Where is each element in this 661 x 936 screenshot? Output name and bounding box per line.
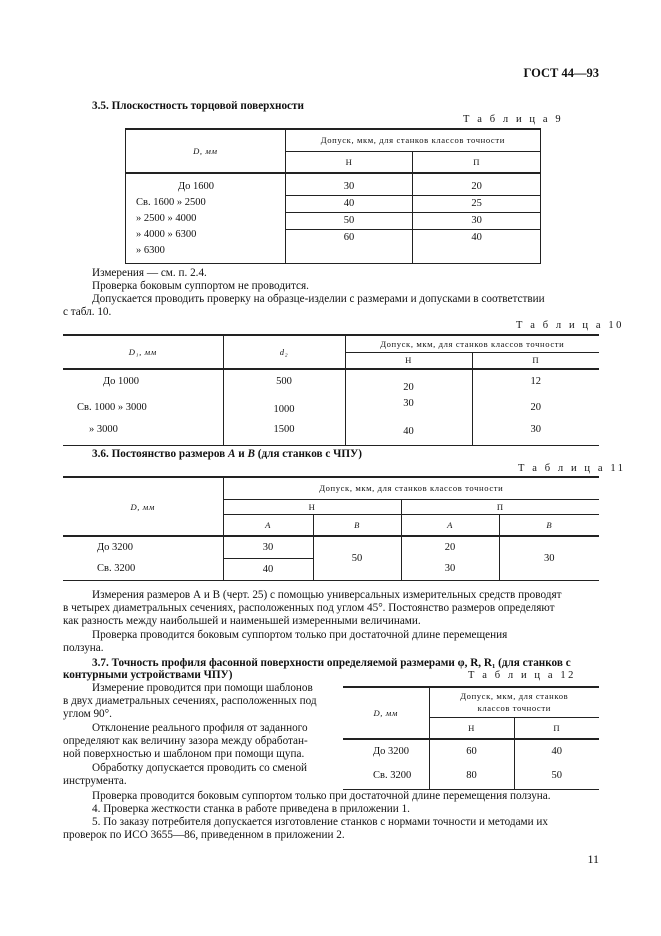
s36-para1-line3: как разность между наибольшей и наименьшей измеренными величинами.: [63, 615, 421, 627]
table-row: » 6300: [136, 245, 165, 256]
table-cell: 12: [530, 376, 541, 387]
table-cell: 20: [403, 382, 414, 393]
text-allowed-2: с табл. 10.: [63, 306, 112, 318]
table-10-head-d2: d₂: [223, 335, 345, 369]
table-row: Св. 1600 » 2500: [136, 197, 206, 208]
s36-para1-line1: Измерения размеров А и В (черт. 25) с помощью универсальных измерительных средств проводят: [92, 589, 562, 601]
table-9: [125, 128, 541, 264]
table-row: Св. 1000 » 3000: [77, 402, 147, 413]
table-11-caption: Т а б л и ц а 11: [518, 463, 626, 474]
table-cell: 500: [276, 376, 292, 387]
s37-left-line: ной поверхностью и шаблоном при помощи щупа.: [63, 748, 305, 760]
table-cell: 40: [223, 558, 313, 580]
s37-end-line3: 5. По заказу потребителя допускается изготовление станков с нормами точности и методами их: [92, 816, 549, 828]
table-cell: 20: [413, 179, 540, 196]
table-cell: 30: [401, 558, 499, 580]
s37-end-line1: Проверка проводится боковым суппортом только при достаточной длине перемещения ползуна.: [92, 790, 551, 802]
section-3-7-title-text: 3.7. Точность профиля фасонной поверхности определяемой размерами φ, R, R₁ (для станков с: [92, 657, 571, 669]
table-10-h-column: [345, 373, 472, 446]
table-12-head-tol-line: Допуск, мкм, для станков: [460, 691, 569, 702]
table-11-p-a: А: [401, 514, 499, 536]
table-cell: 30: [223, 536, 313, 558]
table-cell: 60: [429, 739, 514, 763]
s37-left-line: определяют как величину зазора между обработан-: [63, 735, 308, 747]
section-3-6-title-part: (для станков с ЧПУ): [254, 448, 362, 460]
table-row: Св. 3200: [63, 558, 223, 580]
table-9-class-h: Н: [285, 151, 413, 173]
table-9-class-p: П: [413, 151, 541, 173]
s36-para2-line2: ползуна.: [63, 642, 104, 654]
table-10-head-tol: Допуск, мкм, для станков классов точности: [345, 335, 599, 352]
section-3-6-title-b: В: [247, 448, 255, 460]
s37-left-line: в двух диаметральных сечениях, расположенных под: [63, 695, 317, 707]
s37-left-line: Обработку допускается проводить со сменой: [92, 762, 308, 774]
table-cell: 50: [286, 213, 413, 230]
section-3-7-title-line2: [63, 669, 232, 682]
table-9-d-column: [126, 177, 286, 264]
table-11-head-tol: Допуск, мкм, для станков классов точности: [223, 477, 599, 499]
table-cell: 1500: [273, 424, 295, 435]
section-3-6-title-a: А: [228, 448, 236, 460]
s37-end-line2: 4. Проверка жесткости станка в работе приведена в приложении 1.: [92, 803, 410, 815]
table-12-head-d: D, мм: [343, 687, 429, 739]
table-10-class-p: П: [472, 352, 599, 369]
table-10-d2-column: [223, 373, 345, 446]
table-cell: 25: [413, 196, 540, 213]
s37-left-line: углом 90°.: [63, 708, 112, 720]
table-12-head-tol: [429, 687, 599, 717]
section-3-5-title-text: 3.5. Плоскостность торцовой поверхности: [92, 100, 304, 112]
table-cell: 30: [530, 424, 541, 435]
table-12-head-tol-line: классов точности: [477, 703, 551, 714]
table-9-head-d: D, мм: [126, 129, 286, 173]
s37-left-line: инструмента.: [63, 775, 127, 787]
section-3-6-title-part: 3.6. Постоянство размеров: [92, 448, 228, 460]
table-11-head-d: D, мм: [63, 477, 223, 536]
table-10-d1-column: [63, 373, 223, 446]
table-row: Св. 3200: [343, 763, 429, 789]
table-10-p-column: [472, 373, 599, 446]
table-10-class-h: Н: [345, 352, 472, 369]
table-9-caption: Т а б л и ц а 9: [463, 114, 564, 125]
table-9-head-tol: Допуск, мкм, для станков классов точности: [285, 129, 540, 151]
section-3-7-title-text: контурными устройствами ЧПУ): [63, 669, 233, 681]
table-cell: 50: [514, 763, 599, 789]
table-11-class-h: Н: [223, 499, 401, 514]
table-row: » 3000: [89, 424, 118, 435]
table-10: [63, 334, 599, 446]
table-cell: 30: [413, 213, 540, 230]
table-cell: 30: [403, 398, 414, 409]
table-11-p-b: В: [499, 514, 599, 536]
section-3-6-title-part: и: [235, 448, 248, 460]
table-cell: 20: [530, 402, 541, 413]
table-11: [63, 476, 599, 581]
s37-left-line: Измерение проводится при помощи шаблонов: [92, 682, 313, 694]
document-header: ГОСТ 44—93: [523, 66, 599, 80]
section-3-5-title: [92, 100, 304, 113]
table-row: До 3200: [343, 739, 429, 763]
table-cell: 20: [401, 536, 499, 558]
s37-left-line: Отклонение реального профиля от заданного: [92, 722, 308, 734]
table-9-p-column: [413, 177, 541, 264]
page-number: 11: [587, 852, 599, 866]
table-12-class-p: П: [514, 717, 599, 739]
table-row: До 3200: [63, 536, 223, 558]
table-12-class-h: Н: [429, 717, 514, 739]
s36-para2-line1: Проверка проводится боковым суппортом только при достаточной длине перемещения: [92, 629, 508, 641]
table-11-h-a: А: [223, 514, 313, 536]
s36-para1-line2: в четырех диаметральных сечениях, расположенных под углом 45°. Постоянство размеров определяют: [63, 602, 555, 614]
table-cell: 40: [403, 426, 414, 437]
text-allowed-1: Допускается проводить проверку на образце-изделии с размерами и допусками в соответствии: [92, 293, 545, 305]
text-no-side-support: Проверка боковым суппортом не проводится.: [92, 280, 309, 292]
table-11-h-b: В: [313, 514, 401, 536]
table-cell: 30: [286, 179, 413, 196]
table-cell: 50: [313, 536, 401, 580]
table-row: » 2500 » 4000: [136, 213, 197, 224]
table-cell: 40: [471, 232, 482, 243]
table-row: До 1600: [178, 181, 215, 192]
table-11-class-p: П: [401, 499, 599, 514]
table-row: До 1000: [103, 376, 140, 387]
text-measurements: Измерения — см. п. 2.4.: [92, 267, 207, 279]
section-3-6-title: [92, 448, 362, 461]
table-cell: 80: [429, 763, 514, 789]
table-cell: 60: [343, 232, 355, 243]
table-12-caption: Т а б л и ц а 12: [468, 670, 577, 681]
table-cell: 40: [514, 739, 599, 763]
table-cell: 40: [286, 196, 413, 213]
table-cell: 1000: [273, 404, 295, 415]
table-10-head-d1: D₁, мм: [63, 335, 223, 369]
table-10-caption: Т а б л и ц а 10: [516, 320, 625, 331]
table-9-h-column: [285, 177, 413, 264]
table-row: » 4000 » 6300: [136, 229, 197, 240]
s37-end-line4: проверок по ИСО 3655—86, приведенном в приложении 2.: [63, 829, 345, 841]
table-cell: 30: [499, 536, 599, 580]
table-12: [343, 686, 599, 790]
